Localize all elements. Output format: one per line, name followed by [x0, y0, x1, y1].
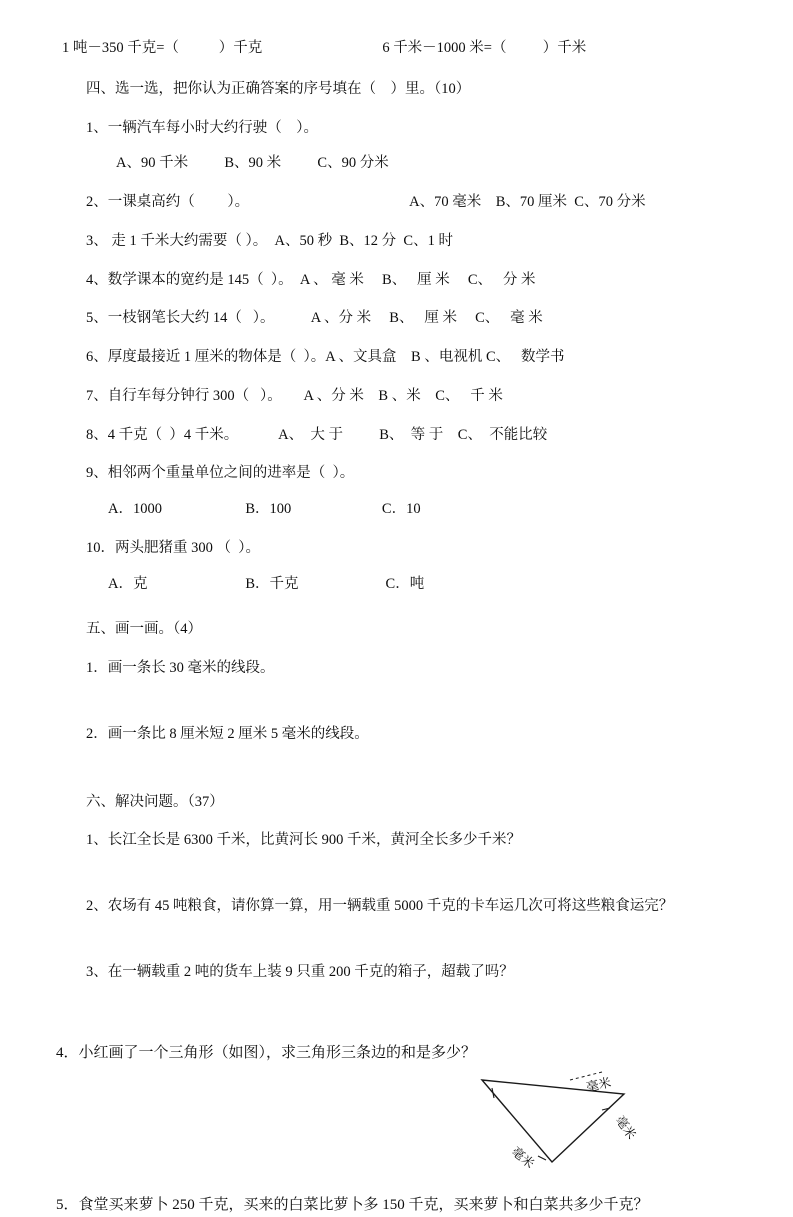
question-stem	[86, 192, 753, 214]
word-problem: 4．小红画了一个三角形（如图），求三角形三条边的和是多少？	[56, 1044, 477, 1061]
figure-label-right: 毫米	[612, 1113, 639, 1142]
word-problem: 3、在一辆载重 2 吨的货车上装 9 只重 200 千克的箱子，超载了吗？	[86, 963, 514, 980]
question-stem-text: 2、一课桌高约（ ）。	[86, 194, 250, 210]
word-problem: 1、长江全长是 6300 千米，比黄河长 900 千米，黄河全长多少千米？	[86, 832, 521, 849]
question-stem: 10．两头肥猪重 300 （ ）。	[86, 539, 260, 556]
fill-in-item-left: 1 吨－350 千克=（ ）千克	[62, 40, 263, 56]
draw-task: 2．画一条比 8 厘米短 2 厘米 5 毫米的线段。	[86, 725, 369, 742]
draw-task: 1．画一条长 30 毫米的线段。	[86, 660, 275, 676]
fill-in-item-right: 6 千米－1000 米=（ ）千米	[382, 40, 587, 56]
figure-label-top: 毫米	[585, 1075, 613, 1095]
question-options: A、90 千米 B、90 米 C、90 分米	[116, 155, 389, 172]
section-heading-six: 六、解决问题。（37）	[86, 793, 224, 810]
word-problem: 5．食堂买来萝卜 250 千克，买来的白菜比萝卜多 150 千克，买来萝卜和白菜共多少千克？	[56, 1197, 649, 1213]
section-heading-five: 五、画一画。（4）	[86, 621, 202, 638]
question-stem: 3、 走 1 千米大约需要（ ）。 A、50 秒 B、12 分 C、1 时	[86, 232, 453, 249]
question-options: A．1000 B．100 C．10	[108, 501, 421, 517]
question-options: A、70 毫米 B、70 厘米 C、70 分米	[409, 194, 646, 210]
question-stem: 9、相邻两个重量单位之间的进率是（ ）。	[86, 465, 355, 482]
question-stem: 5、一枝钢笔长大约 14（ ）。 A 、分 米 B、 厘 米 C、 毫 米	[86, 310, 543, 327]
top-fill-in-row	[0, 0, 793, 60]
question-stem: 6、厚度最接近 1 厘米的物体是（ ）。A 、文具盒 B 、电视机 C、 数学书	[86, 349, 565, 365]
question-stem: 8、4 千克（ ）4 千米。 A、 大 于 B、 等 于 C、 不能比较	[86, 426, 548, 443]
problem-answer-space	[86, 918, 753, 962]
word-problem: 2、农场有 45 吨粮食，请你算一算，用一辆载重 5000 千克的卡车运几次可将这些粮食运完？	[86, 898, 674, 914]
triangle-figure	[56, 1070, 753, 1180]
section-heading-four: 四、选一选，把你认为正确答案的序号填在（ ）里。（10）	[86, 80, 471, 97]
question-stem: 1、一辆汽车每小时大约行驶（ ）。	[86, 119, 318, 136]
draw-answer-space	[86, 680, 753, 724]
question-stem: 7、自行车每分钟行 300（ ）。 A 、分 米 B 、米 C、 千 米	[86, 387, 503, 404]
question-stem: 4、数学课本的宽约是 145（ ）。 A 、 毫 米 B、 厘 米 C、 分 米	[86, 271, 536, 288]
question-options: A．克 B．千克 C．吨	[108, 575, 425, 592]
figure-label-bottom: 毫米	[508, 1144, 537, 1172]
problem-answer-space	[86, 852, 753, 896]
